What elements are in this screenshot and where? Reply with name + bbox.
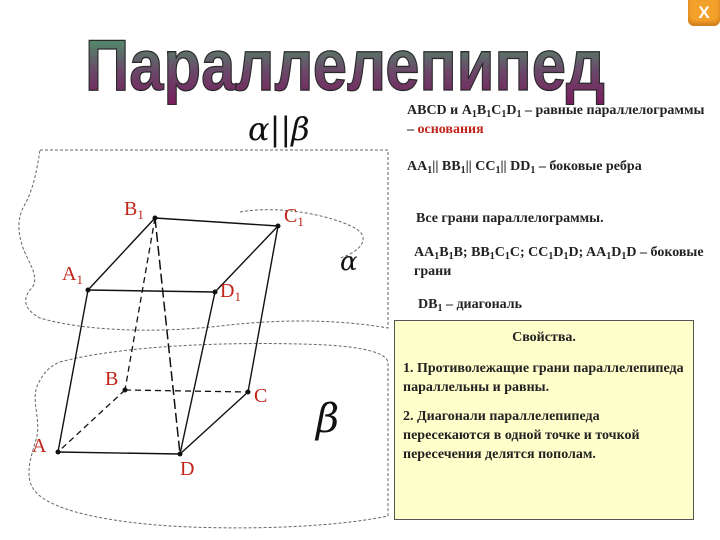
beta-label: β [316,396,340,442]
property-2: 2. Диагонали параллелепипеда пересекаются в одной точке и точкой пересечения делятся пополам. [403,409,640,462]
properties-box [394,320,694,520]
close-button[interactable]: X [688,0,720,26]
fact-lateral-edges: $AA_1||$ $BB_1||$ $CC_1||$ $DD_1$ – боковые ребра [407,159,642,176]
label-d: D [180,458,195,480]
fact-bases: ABCD и $A_1B_1C_1D_1$ – равные параллелограммы – основания [407,103,705,137]
label-c1: $C_1$ [284,205,304,229]
alpha-label: α [340,247,358,277]
properties-title: Свойства. [512,330,576,345]
property-1: 1. Противолежащие грани параллелепипеда параллельны и равны. [403,361,684,395]
label-b: B [105,368,119,390]
label-a: A [32,435,47,457]
label-d1: $D_1$ [220,280,241,304]
plane-alpha [19,150,388,330]
label-c: C [254,385,268,407]
fact-lateral-faces: $AA_1B_1B$; $BB_1C_1C$; $CC_1D_1D$; $AA_1D_1D$ – боковые грани [414,245,704,279]
planes-parallel-label: α||β [248,110,310,148]
title-text: Параллелепипед [85,26,605,105]
diagonal-db1 [155,218,180,454]
fact-diagonal: $DB_1$ – диагональ [418,297,523,314]
label-b1: $B_1$ [124,198,144,222]
label-a1: $A_1$ [62,263,83,287]
fact-faces: Все грани параллелограммы. [416,211,604,226]
